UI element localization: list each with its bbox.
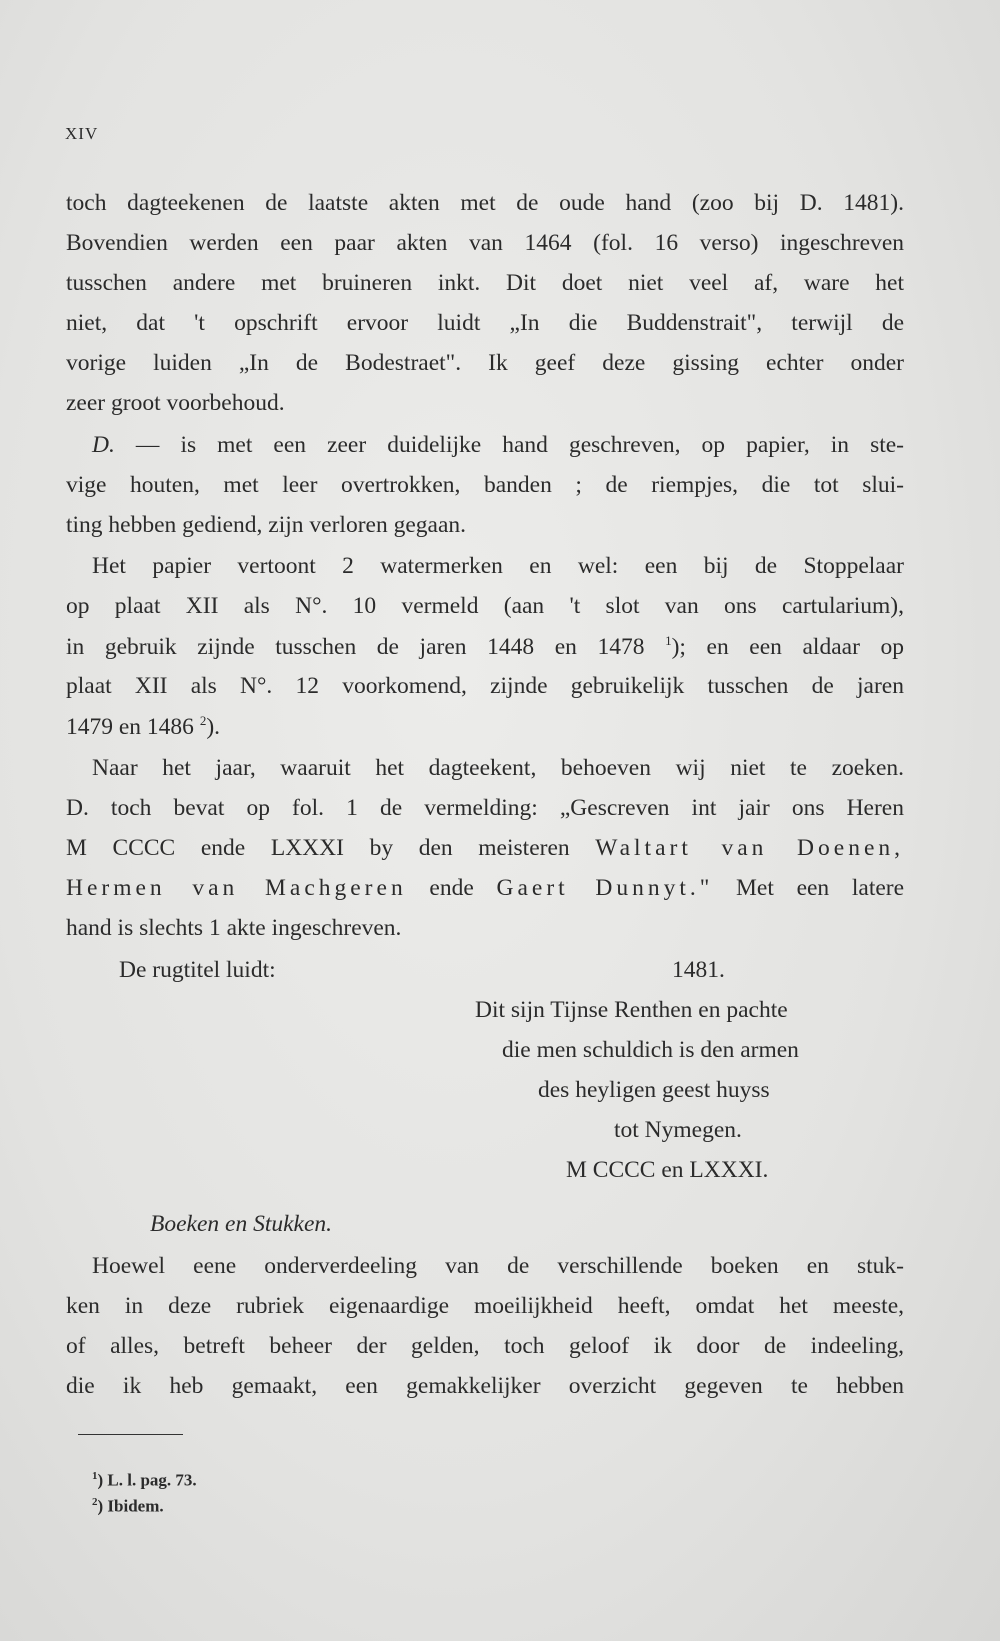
text-line: ting hebben gediend, zijn verloren gegaan. bbox=[66, 512, 467, 538]
footnote bbox=[92, 1470, 197, 1491]
section-heading: Boeken en Stukken. bbox=[150, 1211, 333, 1237]
footnote-ref: 1 bbox=[665, 633, 672, 648]
footnote-text: ) L. l. pag. 73. bbox=[97, 1470, 197, 1490]
text-line: of alles, betreft beheer der gelden, toch geloof ik door de indeeling, bbox=[66, 1333, 904, 1359]
text-span: — is met een zeer duidelijke hand geschreven, op papier, in ste- bbox=[135, 432, 905, 458]
siglum-d: D. bbox=[92, 432, 115, 458]
name-spaced: Waltart van Doenen, bbox=[595, 835, 905, 861]
text-line: Hoewel eene onderverdeeling van de verschillende boeken en stuk- bbox=[92, 1253, 904, 1279]
footnote-marker: 1 bbox=[92, 1470, 98, 1482]
text-span: Met een latere bbox=[736, 875, 905, 901]
text-line: Het papier vertoont 2 watermerken en wel: een bij de Stoppelaar bbox=[92, 553, 904, 579]
text-line: tusschen andere met bruineren inkt. Dit doet niet veel af, ware het bbox=[66, 270, 904, 296]
footnote-text: ) Ibidem. bbox=[97, 1496, 164, 1516]
footnote bbox=[92, 1496, 164, 1517]
text-line: Naar het jaar, waaruit het dagteekent, behoeven wij niet te zoeken. bbox=[92, 755, 904, 781]
rugtitel-line: tot Nymegen. bbox=[614, 1117, 742, 1143]
text-line bbox=[66, 835, 904, 862]
text-span: ). bbox=[206, 713, 221, 740]
text-line: toch dagteekenen de laatste akten met de oude hand (zoo bij D. 1481). bbox=[66, 190, 904, 216]
text-line: D. toch bevat op fol. 1 de vermelding: „Gescreven int jair ons Heren bbox=[66, 795, 904, 821]
footnote-marker: 2 bbox=[92, 1496, 98, 1508]
rugtitel-line: M CCCC en LXXXI. bbox=[566, 1157, 769, 1183]
text-line: vorige luiden „In de Bodestraet". Ik geef deze gissing echter onder bbox=[66, 350, 904, 376]
text-line bbox=[66, 633, 904, 661]
page-number: XIV bbox=[65, 124, 99, 143]
text-span: ); en een aldaar op bbox=[671, 633, 904, 660]
text-line: die ik heb gemaakt, een gemakkelijker overzicht gegeven te hebben bbox=[66, 1373, 904, 1399]
rugtitel-line: des heyligen geest huyss bbox=[538, 1077, 770, 1103]
rugtitel-line: Dit sijn Tijnse Renthen en pachte bbox=[475, 997, 788, 1023]
rugtitel-line: 1481. bbox=[672, 957, 725, 983]
text-span: in gebruik zijnde tusschen de jaren 1448 en 1478 bbox=[66, 633, 645, 660]
text-line: zeer groot voorbehoud. bbox=[66, 390, 285, 416]
text-line: hand is slechts 1 akte ingeschreven. bbox=[66, 915, 402, 941]
text-line: ken in deze rubriek eigenaardige moeilijkheid heeft, omdat het meeste, bbox=[66, 1293, 904, 1319]
text-line bbox=[92, 432, 904, 459]
text-line: op plaat XII als N°. 10 vermeld (aan 't slot van ons cartularium), bbox=[66, 593, 904, 619]
text-line: vige houten, met leer overtrokken, banden ; de riempjes, die tot slui- bbox=[66, 472, 904, 498]
footnote-ref: 2 bbox=[199, 713, 207, 728]
text-line bbox=[66, 875, 904, 902]
text-line bbox=[66, 713, 904, 741]
text-span: ende bbox=[429, 875, 474, 901]
rugtitel-label: De rugtitel luidt: bbox=[119, 957, 276, 983]
text-span: 1479 en 1486 bbox=[66, 713, 194, 740]
text-line: plaat XII als N°. 12 voorkomend, zijnde gebruikelijk tusschen de jaren bbox=[66, 673, 904, 699]
footnote-divider bbox=[78, 1434, 183, 1435]
text-span: M CCCC ende LXXXI by den meisteren bbox=[66, 835, 570, 861]
text-line: niet, dat 't opschrift ervoor luidt „In die Buddenstrait", terwijl de bbox=[66, 310, 904, 336]
name-spaced: Gaert Dunnyt." bbox=[496, 875, 714, 901]
rugtitel-line: die men schuldich is den armen bbox=[502, 1037, 799, 1063]
name-spaced: Hermen van Machgeren bbox=[66, 875, 407, 901]
text-line: Bovendien werden een paar akten van 1464 (fol. 16 verso) ingeschreven bbox=[66, 230, 904, 256]
